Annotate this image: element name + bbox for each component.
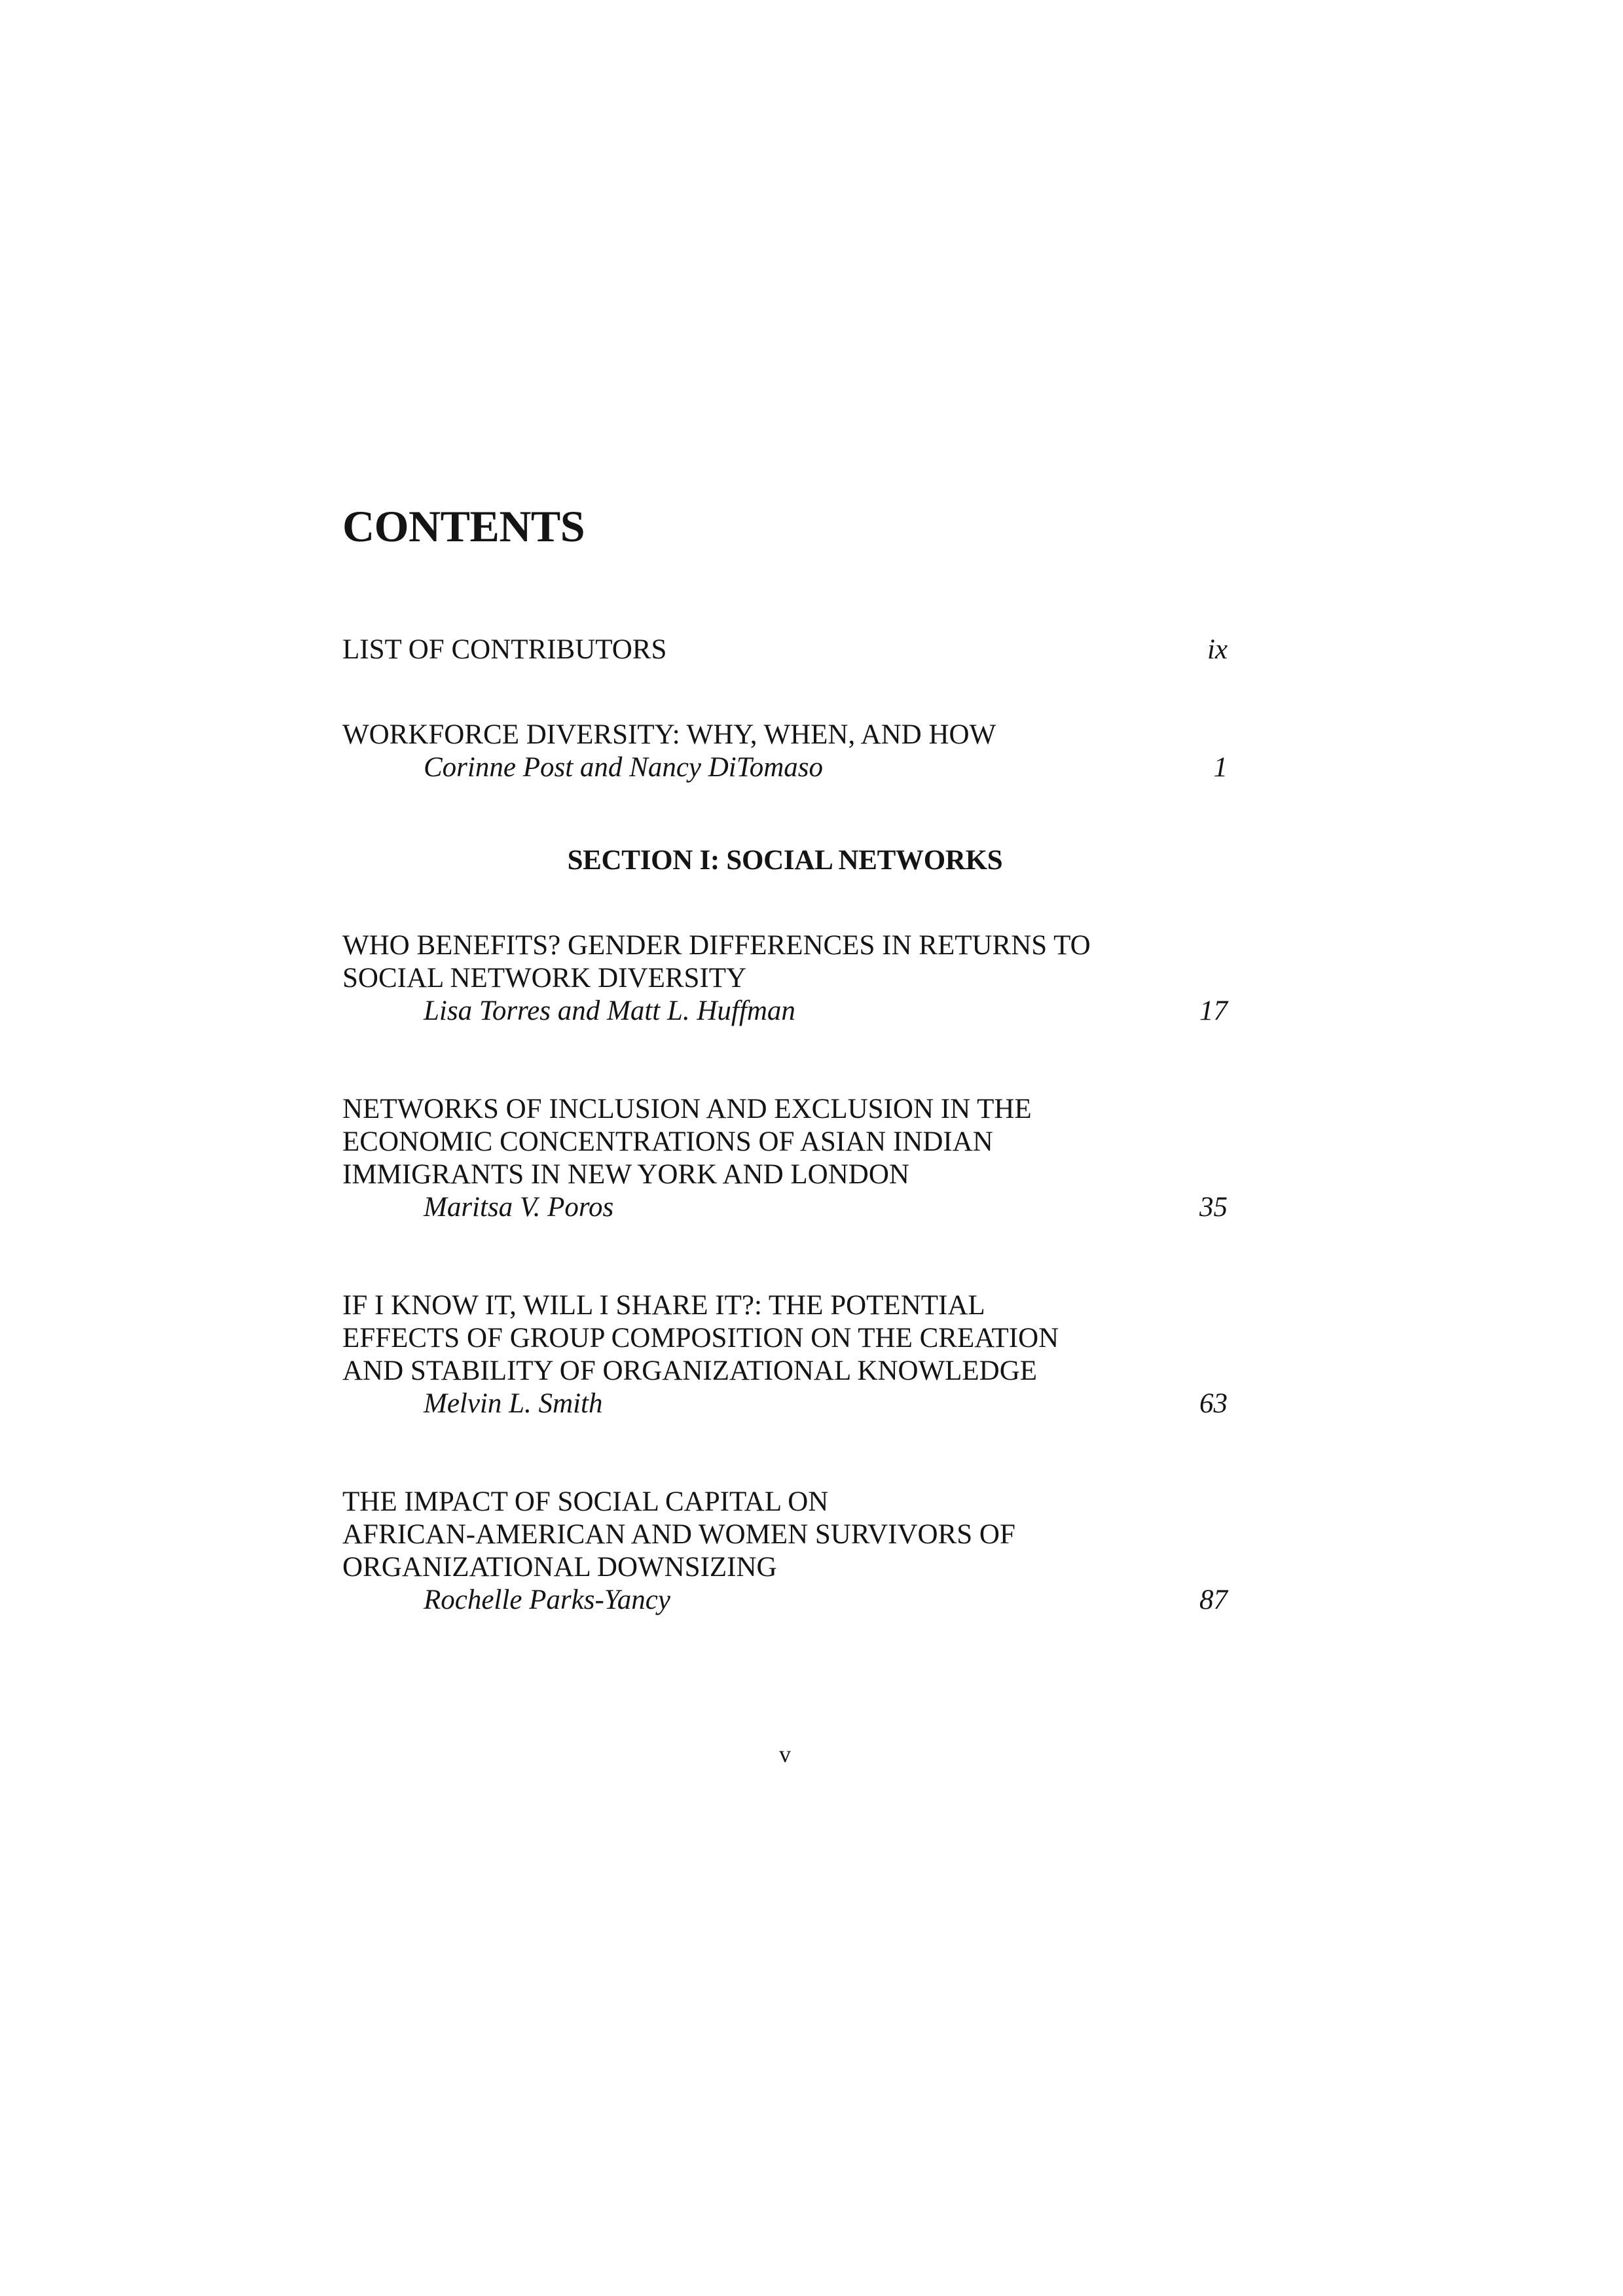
toc-entry-title: WHO BENEFITS? GENDER DIFFERENCES IN RETURNS TO — [342, 930, 1091, 961]
toc-entry-workforce-diversity[interactable] — [342, 719, 1228, 784]
toc-page-number: 87 — [1199, 1585, 1228, 1615]
toc-entry-if-i-know-it[interactable] — [342, 1289, 1228, 1420]
toc-page-number: ix — [1207, 634, 1228, 665]
page-title: CONTENTS — [342, 501, 585, 551]
toc-entry-title: LIST OF CONTRIBUTORS — [342, 634, 667, 665]
toc-entry-who-benefits[interactable] — [342, 929, 1228, 1028]
toc-entry-title: SOCIAL NETWORK DIVERSITY — [342, 963, 747, 994]
toc-entry-title: WORKFORCE DIVERSITY: WHY, WHEN, AND HOW — [342, 719, 996, 750]
toc-entry-title: ECONOMIC CONCENTRATIONS OF ASIAN INDIAN — [342, 1126, 993, 1157]
toc-entry-authors: Rochelle Parks-Yancy — [424, 1585, 670, 1615]
toc-entry-title: AFRICAN-AMERICAN AND WOMEN SURVIVORS OF — [342, 1519, 1015, 1550]
toc-entry-authors: Melvin L. Smith — [424, 1388, 603, 1419]
toc-page-number: 1 — [1213, 752, 1228, 783]
toc-page-number: 63 — [1199, 1388, 1228, 1419]
section-heading: SECTION I: SOCIAL NETWORKS — [567, 845, 1003, 876]
toc-entry-networks-of-inclusion[interactable] — [342, 1093, 1228, 1224]
toc-entry-title: EFFECTS OF GROUP COMPOSITION ON THE CREATION — [342, 1323, 1059, 1354]
page-folio: v — [779, 1741, 791, 1767]
toc-entry-authors: Corinne Post and Nancy DiTomaso — [424, 752, 823, 783]
toc-entry-title: IMMIGRANTS IN NEW YORK AND LONDON — [342, 1159, 909, 1190]
toc-page-number: 17 — [1199, 996, 1228, 1026]
toc-entry-title: IF I KNOW IT, WILL I SHARE IT?: THE POTENTIAL — [342, 1290, 985, 1321]
toc-entry-title: AND STABILITY OF ORGANIZATIONAL KNOWLEDGE — [342, 1355, 1038, 1386]
toc-entry-authors: Maritsa V. Poros — [424, 1192, 614, 1223]
toc-entry-authors: Lisa Torres and Matt L. Huffman — [424, 996, 795, 1026]
toc-entry-title: NETWORKS OF INCLUSION AND EXCLUSION IN THE — [342, 1094, 1032, 1124]
toc-entry-impact-of-social-capital[interactable] — [342, 1486, 1228, 1617]
toc-entry-title: ORGANIZATIONAL DOWNSIZING — [342, 1552, 777, 1583]
toc-entry-list-of-contributors[interactable] — [342, 634, 1228, 666]
toc-page-number: 35 — [1199, 1192, 1228, 1223]
toc-entry-title: THE IMPACT OF SOCIAL CAPITAL ON — [342, 1486, 829, 1517]
